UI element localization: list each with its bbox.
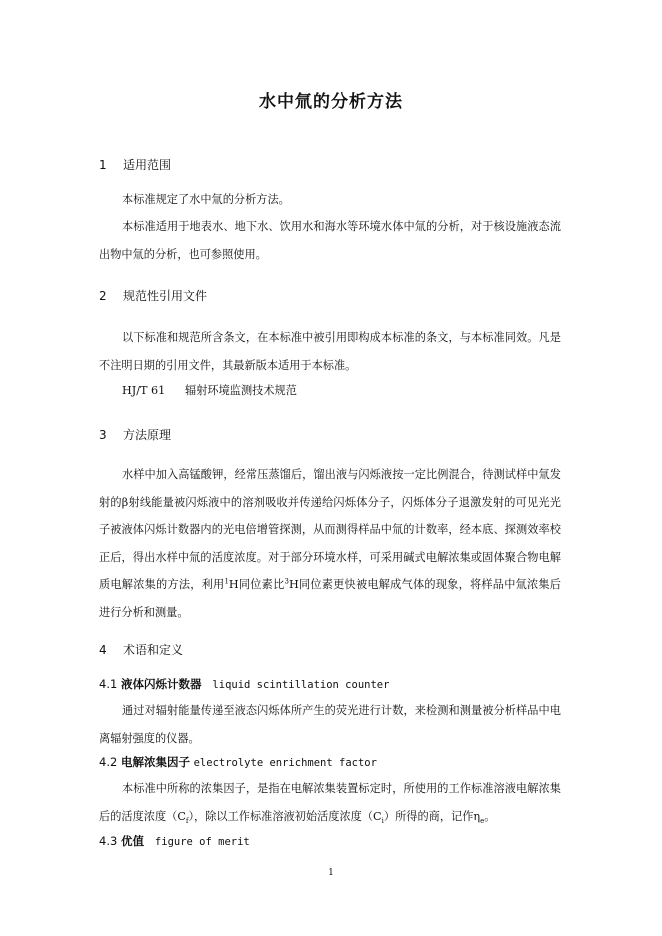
term-4-2-definition: [99, 775, 561, 830]
section-1-paragraph-2: 本标准适用于地表水、地下水、饮用水和海水等环境水体中氚的分析，对于核设施液态流出物中氚的分析，也可参照使用。: [99, 220, 561, 261]
section-2-paragraph-1: 以下标准和规范所含条文，在本标准中被引用即构成本标准的条文，与本标准同效。凡是不注明日期的引用文件，其最新版本适用于本标准。: [99, 331, 561, 372]
page-number: 1: [328, 868, 334, 878]
term-4-3-heading: [99, 834, 250, 849]
section-1-title: 适用范围: [123, 158, 172, 172]
section-2-heading: [99, 289, 207, 303]
definition-part-4: 。: [484, 809, 496, 823]
section-4-title: 术语和定义: [123, 643, 184, 657]
principle-text-part-2: H同位素比: [228, 578, 285, 591]
term-4-1-definition: 通过对辐射能量传递至液态闪烁体所产生的荧光进行计数，来检测和测量被分析样品中电离辐射强度的仪器。: [99, 704, 561, 745]
principle-text-part-3: H同位素更快被电解成气体的现象，将样品中氚浓集后进行分析和测量。: [99, 578, 561, 619]
section-4-heading: [99, 643, 183, 657]
section-3-title: 方法原理: [123, 428, 172, 442]
term-4-3-number: 4.3: [99, 834, 118, 848]
term-4-2-en: electrolyte enrichment factor: [193, 757, 377, 769]
reference-item: [122, 384, 297, 398]
isotope-mass-3: 3: [284, 577, 289, 586]
term-4-3-en: figure of merit: [154, 836, 250, 848]
definition-part-3: ）所得的商，记作η: [383, 809, 481, 823]
term-4-2-number: 4.2: [99, 755, 118, 769]
term-4-1-zh: 液体闪烁计数器: [120, 677, 202, 691]
subscript-e: e: [480, 816, 485, 825]
term-4-1-heading: [99, 677, 389, 692]
document-title: 水中氚的分析方法: [259, 92, 403, 112]
term-4-2-zh: 电解浓集因子: [120, 755, 190, 769]
principle-text-part-1: 水样中加入高锰酸钾，经常压蒸馏后，馏出液与闪烁液按一定比例混合，待测试样中氚发射的β射线能量被闪烁液中的溶剂吸收并传递给闪烁体分子，闪烁体分子退激发射的可见光光子被液体闪烁计数器内的光电倍增管探测，从而测得样品中氚的计数率，经本底、探测效率校正后，得出水样中氚的活度浓度。对于部分环境水样，可采用碱式电解浓集或固体聚合物电解质电解浓集的方法，利用: [99, 468, 561, 591]
definition-part-1: 本标准中所称的浓集因子，是指在电解浓集装置标定时，所使用的工作标准溶液电解浓集后的活度浓度（C: [99, 782, 561, 823]
isotope-mass-1: 1: [224, 577, 229, 586]
term-4-2-heading: [99, 755, 377, 770]
term-4-1-number: 4.1: [99, 677, 118, 691]
section-1-paragraph-1: 本标准规定了水中氚的分析方法。: [122, 193, 290, 206]
section-3-number: 3: [99, 428, 107, 442]
reference-name: 辐射环境监测技术规范: [185, 384, 297, 397]
subscript-i: i: [381, 816, 384, 825]
section-2-title: 规范性引用文件: [123, 289, 208, 303]
reference-code: HJ/T 61: [122, 384, 166, 397]
definition-part-2: ），除以工作标准溶液初始活度浓度（C: [188, 809, 382, 823]
section-1-heading: [99, 158, 171, 172]
section-4-number: 4: [99, 643, 107, 657]
section-1-number: 1: [99, 158, 107, 172]
term-4-1-en: liquid scintillation counter: [212, 679, 390, 691]
section-2-number: 2: [99, 289, 107, 303]
section-3-heading: [99, 428, 171, 442]
section-3-paragraph: [99, 461, 561, 626]
subscript-f: f: [185, 816, 189, 825]
term-4-3-zh: 优值: [120, 834, 144, 848]
